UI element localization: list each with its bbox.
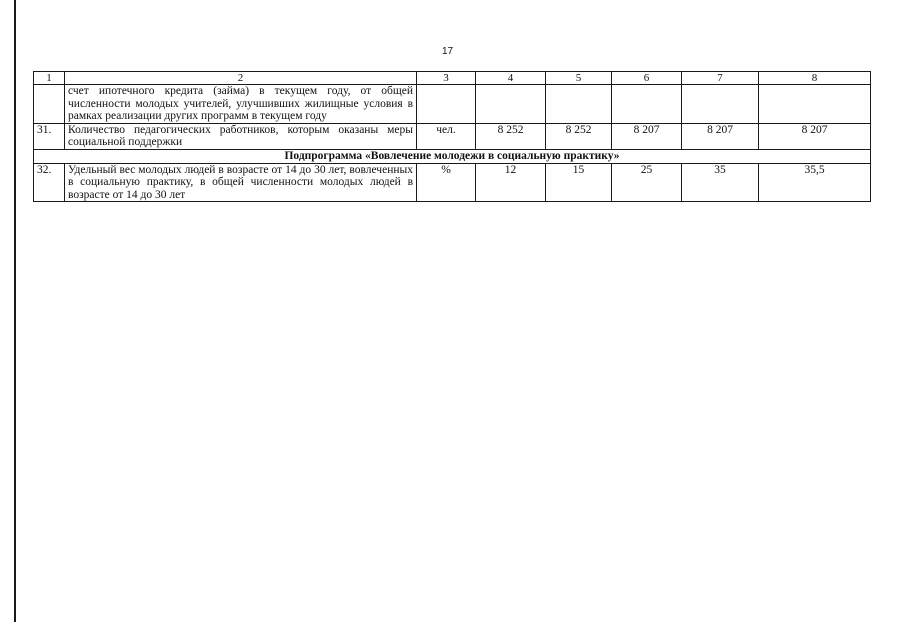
value-cell: 25 [612,163,682,202]
value-cell: 8 252 [546,123,612,149]
value-cell: 8 207 [759,123,871,149]
unit-cell: чел. [417,123,476,149]
value-cell [476,85,546,124]
indicator-description: Количество педагогических работников, которым оказаны меры социальной поддержки [65,123,417,149]
column-header: 1 [34,72,65,85]
row-number: 31. [34,123,65,149]
value-cell [546,85,612,124]
page-number: 17 [442,46,454,57]
indicators-table [33,71,871,202]
column-header: 6 [612,72,682,85]
unit-cell [417,85,476,124]
table-row [34,85,871,124]
value-cell: 35,5 [759,163,871,202]
indicator-description: счет ипотечного кредита (займа) в текущем году, от общей численности молодых учителей, улучшивших жилищные условия в рамках реализации других программ в текущем году [65,85,417,124]
column-header: 7 [682,72,759,85]
column-header: 5 [546,72,612,85]
row-number: 32. [34,163,65,202]
column-header: 4 [476,72,546,85]
indicator-description: Удельный вес молодых людей в возрасте от 14 до 30 лет, вовлеченных в социальную практику, в общей численности молодых людей в возрасте от 14 до 30 лет [65,163,417,202]
value-cell: 8 207 [612,123,682,149]
table-row [34,163,871,202]
value-cell [682,85,759,124]
value-cell: 15 [546,163,612,202]
value-cell [612,85,682,124]
row-number [34,85,65,124]
unit-cell: % [417,163,476,202]
subprogram-row [34,149,871,163]
table-header-row [34,72,871,85]
table-row [34,123,871,149]
value-cell: 12 [476,163,546,202]
value-cell [759,85,871,124]
subprogram-title: Подпрограмма «Вовлечение молодежи в социальную практику» [34,149,871,163]
column-header: 8 [759,72,871,85]
column-header: 2 [65,72,417,85]
value-cell: 35 [682,163,759,202]
left-margin-line [14,0,16,622]
value-cell: 8 207 [682,123,759,149]
value-cell: 8 252 [476,123,546,149]
column-header: 3 [417,72,476,85]
